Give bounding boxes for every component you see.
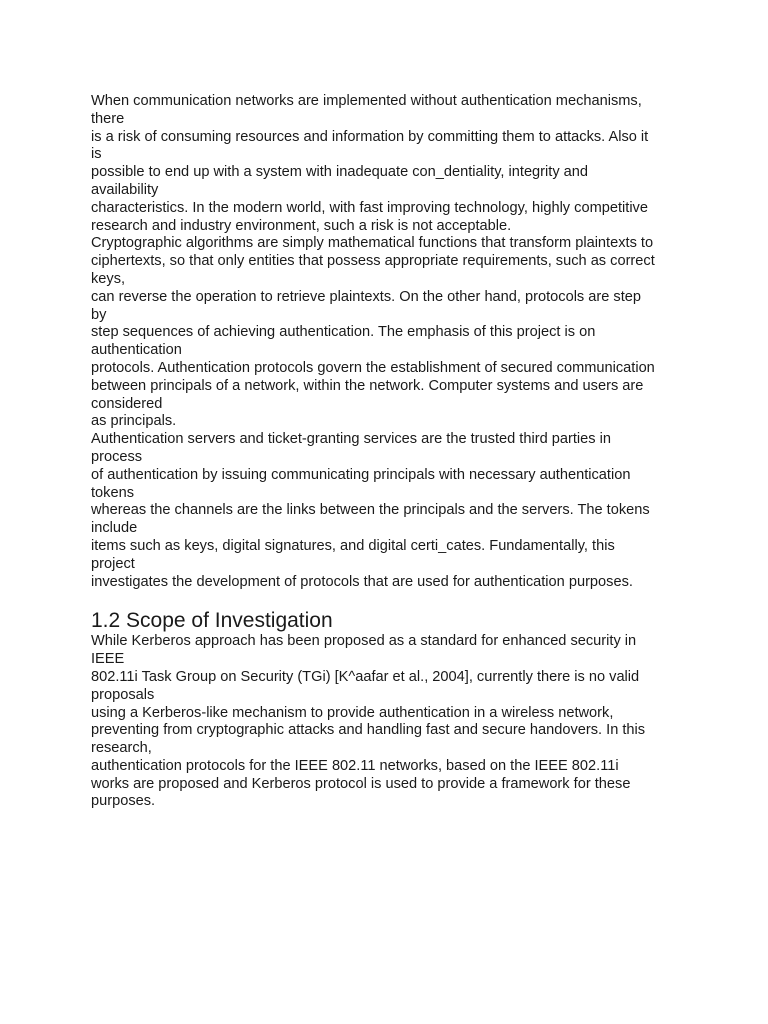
text-line: keys, xyxy=(91,270,126,287)
text-line: proposals xyxy=(91,686,155,703)
text-line: is a risk of consuming resources and information by committing them to attacks. Also it xyxy=(91,128,649,145)
text-line: include xyxy=(91,520,138,537)
text-line: process xyxy=(91,448,143,465)
text-line: as principals. xyxy=(91,413,177,430)
text-line: considered xyxy=(91,395,163,412)
text-line: research and industry environment, such a risk is not acceptable. xyxy=(91,217,512,234)
text-line: preventing from cryptographic attacks and handling fast and secure handovers. In this xyxy=(91,722,646,739)
text-line: purposes. xyxy=(91,793,156,810)
text-line: protocols. Authentication protocols govern the establishment of secured communication xyxy=(91,359,655,376)
text-line: by xyxy=(91,306,107,323)
text-line: project xyxy=(91,555,135,572)
text-line: ciphertexts, so that only entities that possess appropriate requirements, such as correct xyxy=(91,253,655,270)
text-line: investigates the development of protocols that are used for authentication purposes. xyxy=(91,573,633,590)
text-line: there xyxy=(91,110,125,127)
text-line: items such as keys, digital signatures, and digital certi_cates. Fundamentally, this xyxy=(91,537,615,554)
text-line: IEEE xyxy=(91,651,125,668)
text-line: tokens xyxy=(91,484,134,501)
text-line: 802.11i Task Group on Security (TGi) [K^aafar et al., 2004], currently there is no valid xyxy=(91,668,640,685)
text-line: Authentication servers and ticket-granting services are the trusted third parties in xyxy=(91,431,611,448)
text-line: between principals of a network, within the network. Computer systems and users are xyxy=(91,377,644,394)
text-line: Cryptographic algorithms are simply mathematical functions that transform plaintexts to xyxy=(91,235,654,252)
text-line: of authentication by issuing communicating principals with necessary authentication xyxy=(91,466,631,483)
section-paragraphs xyxy=(91,633,691,811)
intro-paragraphs xyxy=(91,93,691,591)
text-line: whereas the channels are the links between the principals and the servers. The tokens xyxy=(91,502,650,519)
text-line: authentication protocols for the IEEE 802.11 networks, based on the IEEE 802.11i xyxy=(91,757,619,774)
text-line: possible to end up with a system with inadequate con_dentiality, integrity and xyxy=(91,164,589,181)
text-line: When communication networks are implemented without authentication mechanisms, xyxy=(91,93,642,109)
text-line: authentication xyxy=(91,342,182,359)
section-heading: 1.2 Scope of Investigation xyxy=(91,609,333,633)
document-page xyxy=(91,93,691,811)
text-line: can reverse the operation to retrieve plaintexts. On the other hand, protocols are step xyxy=(91,288,642,305)
text-line: availability xyxy=(91,181,159,198)
text-line: research, xyxy=(91,740,152,757)
text-line: works are proposed and Kerberos protocol is used to provide a framework for these xyxy=(91,775,631,792)
text-line: is xyxy=(91,146,102,163)
text-line: using a Kerberos-like mechanism to provide authentication in a wireless network, xyxy=(91,704,614,721)
text-line: characteristics. In the modern world, with fast improving technology, highly competitive xyxy=(91,199,648,216)
text-line: While Kerberos approach has been proposed as a standard for enhanced security in xyxy=(91,633,637,650)
text-line: step sequences of achieving authentication. The emphasis of this project is on xyxy=(91,324,596,341)
